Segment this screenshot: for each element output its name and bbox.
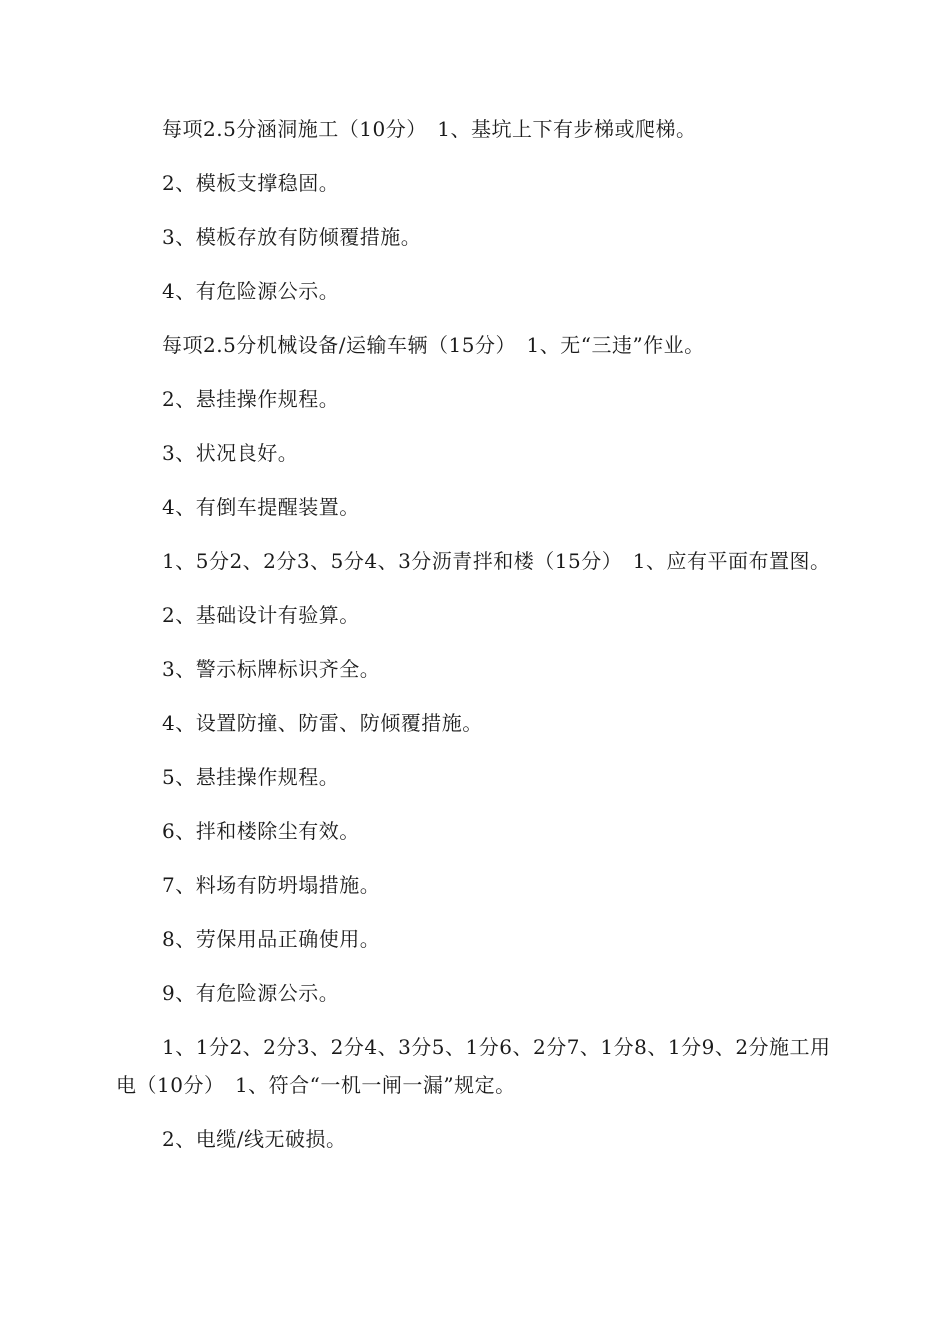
paragraph-good-condition: 3、状况良好。 [162, 441, 299, 465]
paragraph-foundation-design: 2、基础设计有验算。 [162, 603, 360, 627]
paragraph-dust-removal: 6、拌和楼除尘有效。 [162, 819, 360, 843]
paragraph-formwork-support: 2、模板支撑稳固。 [162, 171, 340, 195]
paragraph-collapse-prevention: 7、料场有防坍塌措施。 [162, 873, 381, 897]
paragraph-culvert-construction: 每项2.5分涵洞施工（10分） 1、基坑上下有步梯或爬梯。 [162, 117, 697, 141]
paragraph-operating-rules-2: 5、悬挂操作规程。 [162, 765, 340, 789]
paragraph-operating-rules-1: 2、悬挂操作规程。 [162, 387, 340, 411]
paragraph-hazard-notice-2: 9、有危险源公示。 [162, 981, 340, 1005]
paragraph-machinery-vehicles: 每项2.5分机械设备/运输车辆（15分） 1、无“三违”作业。 [162, 333, 705, 357]
paragraph-protection-measures: 4、设置防撞、防雷、防倾覆措施。 [162, 711, 483, 735]
paragraph-reverse-alarm: 4、有倒车提醒装置。 [162, 495, 360, 519]
paragraph-asphalt-plant: 1、5分2、2分3、5分4、3分沥青拌和楼（15分） 1、应有平面布置图。 [162, 549, 831, 573]
paragraph-formwork-storage: 3、模板存放有防倾覆措施。 [162, 225, 422, 249]
paragraph-protective-equipment: 8、劳保用品正确使用。 [162, 927, 381, 951]
document-body [116, 110, 836, 1174]
paragraph-construction-electricity: 1、1分2、2分3、2分4、3分5、1分6、2分7、1分8、1分9、2分施工用电（10分） 1、符合“一机一闸一漏”规定。 [116, 1035, 831, 1097]
paragraph-cable-condition: 2、电缆/线无破损。 [162, 1127, 347, 1151]
paragraph-warning-signs: 3、警示标牌标识齐全。 [162, 657, 381, 681]
paragraph-hazard-notice-1: 4、有危险源公示。 [162, 279, 340, 303]
